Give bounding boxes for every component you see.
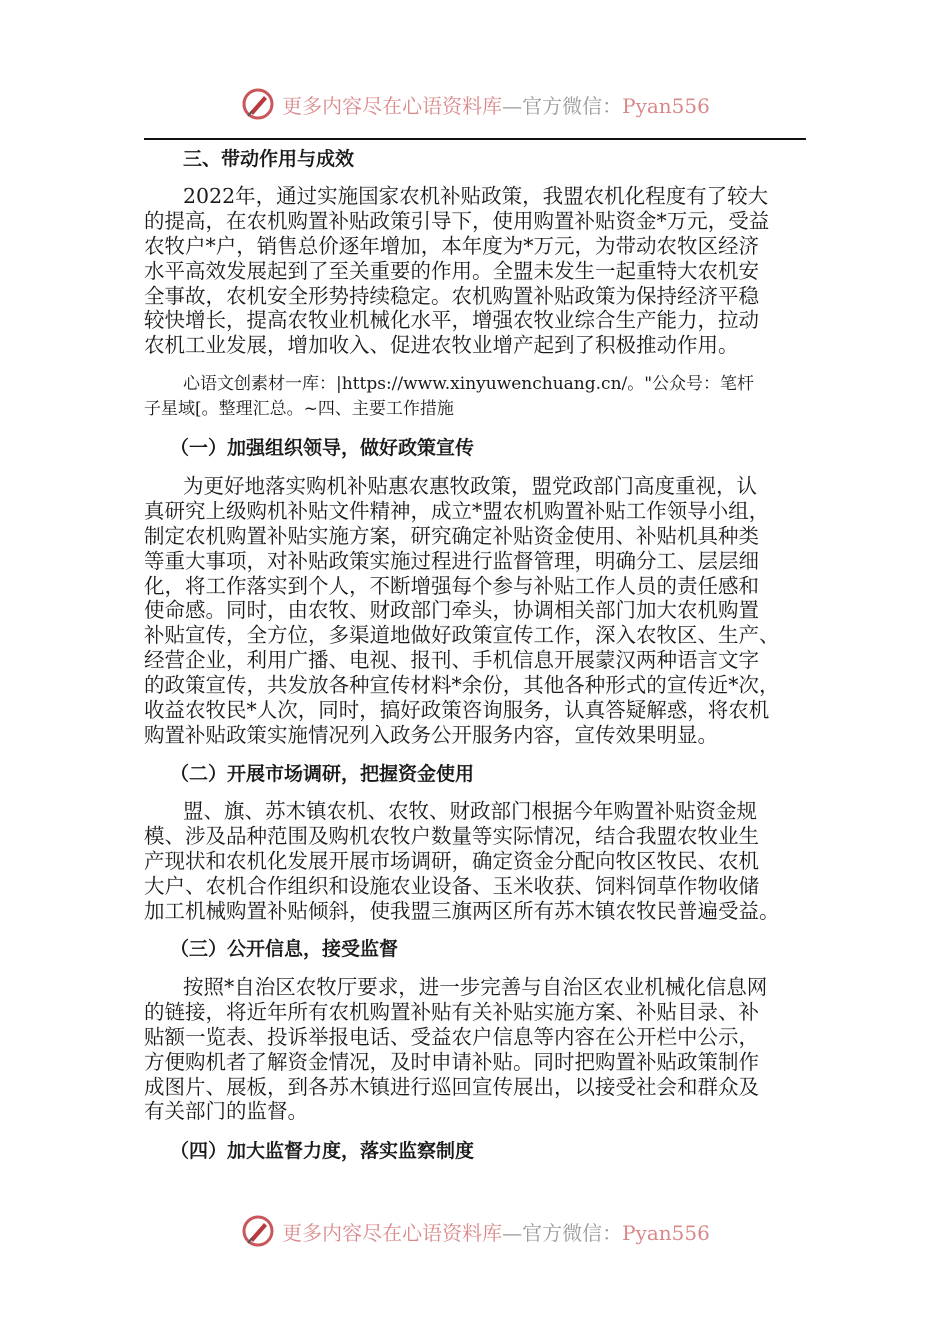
text-line: 成图片、展板，到各苏木镇进行巡回宣传展出，以接受社会和群众及 [144,1074,759,1099]
text-line: 盟、旗、苏木镇农机、农牧、财政部门根据今年购置补贴资金规 [183,799,757,823]
header-rule [144,138,806,140]
subsection-heading: （三）公开信息，接受监督 [170,938,399,960]
wechat-label: 官方微信： [522,1220,623,1245]
text-line: 补贴宣传，全方位，多渠道地做好政策宣传工作，深入农牧区、生产、 [144,623,780,648]
text-line: 方便购机者了解资金情况，及时申请补贴。同时把购置补贴政策制作 [144,1049,759,1074]
sub1-paragraph [144,474,824,748]
sub3-paragraph [144,975,824,1124]
header-banner [0,84,950,124]
wechat-label: 官方微信： [522,93,623,118]
text-line: 的政策宣传，共发放各种宣传材料*余份，其他各种形式的宣传近*次， [144,673,780,698]
dash: — [502,93,523,118]
banner-text [282,1217,710,1246]
text-line: 全事故，农机安全形势持续稳定。农机购置补贴政策为保持经济平稳 [144,283,759,308]
sub2 [144,761,824,787]
brand-text: 更多内容尽在心语资料库 [282,93,503,118]
text-line: 的链接，将近年所有农机购置补贴有关补贴实施方案、补贴目录、补 [144,999,759,1024]
banner-text [282,90,710,119]
text-line: 为更好地落实购机补贴惠农惠牧政策，盟党政部门高度重视，认 [183,474,757,498]
footer-banner [0,1211,950,1251]
text-line: 水平高效发展起到了至关重要的作用。全盟未发生一起重特大农机安 [144,258,759,283]
text-line: 产现状和农机化发展开展市场调研，确定资金分配向牧区牧民、农机 [144,848,759,873]
text-line: 经营企业，利用广播、电视、报刊、手机信息开展蒙汉两种语言文字 [144,648,759,673]
subsection-heading: （一）加强组织领导，做好政策宣传 [170,437,475,459]
text-line: 2022年，通过实施国家农机补贴政策，我盟农机化程度有了较大 [183,184,769,208]
text-line: 购置补贴政策实施情况列入政务公开服务内容，宣传效果明显。 [144,722,718,747]
text-line: 农牧户*户，销售总价逐年增加，本年度为*万元，为带动农牧区经济 [144,233,759,258]
subsection-heading: （四）加大监督力度，落实监察制度 [170,1140,475,1162]
text-line: 化，将工作落实到个人，不断增强每个参与补贴工作人员的责任感和 [144,573,759,598]
pen-logo-icon [240,1213,276,1249]
text-line: 有关部门的监督。 [144,1099,308,1124]
text-line: 收益农牧民*人次，同时，搞好政策咨询服务，认真答疑解惑，将农机 [144,698,770,723]
sub2-paragraph [144,799,824,923]
section-heading: 三、带动作用与成效 [183,148,355,170]
wechat-id: Pyan556 [622,93,710,118]
section3-paragraph [144,184,824,358]
text-line: 较快增长，提高农牧业机械化水平，增强农牧业综合生产能力，拉动 [144,308,759,333]
pen-logo-icon [240,86,276,122]
text-line: 制定农机购置补贴实施方案，研究确定补贴资金使用、补贴机具种类 [144,523,759,548]
source-note [144,372,824,422]
wechat-id: Pyan556 [622,1220,710,1245]
text-line: 使命感。同时，由农牧、财政部门牵头，协调相关部门加大农机购置 [144,598,759,623]
text-line: 农机工业发展，增加收入、促进农牧业增产起到了积极推动作用。 [144,333,739,358]
text-line: 的提高，在农机购置补贴政策引导下，使用购置补贴资金*万元，受益 [144,208,770,233]
text-line: 按照*自治区农牧厅要求，进一步完善与自治区农业机械化信息网 [183,975,768,999]
text-line: 加工机械购置补贴倾斜，使我盟三旗两区所有苏木镇农牧民普遍受益。 [144,898,780,923]
text-line: 心语文创素材一库：|https://www.xinyuwenchuang.cn/。"公众号：笔杆 [183,374,755,394]
text-line: 真研究上级购机补贴文件精神，成立*盟农机购置补贴工作领导小组， [144,498,770,523]
subsection-heading: （二）开展市场调研，把握资金使用 [170,763,475,785]
dash: — [502,1220,523,1245]
sub1 [144,435,824,461]
text-line: 贴额一览表、投诉举报电话、受益农户信息等内容在公开栏中公示， [144,1024,759,1049]
text-line: 子星域[。整理汇总。~四、主要工作措施 [144,398,454,419]
text-line: 模、涉及品种范围及购机农牧户数量等实际情况，结合我盟农牧业生 [144,823,759,848]
sub4 [144,1138,824,1164]
text-line: 大户、农机合作组织和设施农业设备、玉米收获、饲料饲草作物收储 [144,873,759,898]
brand-text: 更多内容尽在心语资料库 [282,1220,503,1245]
text-line: 等重大事项，对补贴政策实施过程进行监督管理，明确分工、层层细 [144,548,759,573]
sub3 [144,936,824,962]
section3 [144,146,824,172]
